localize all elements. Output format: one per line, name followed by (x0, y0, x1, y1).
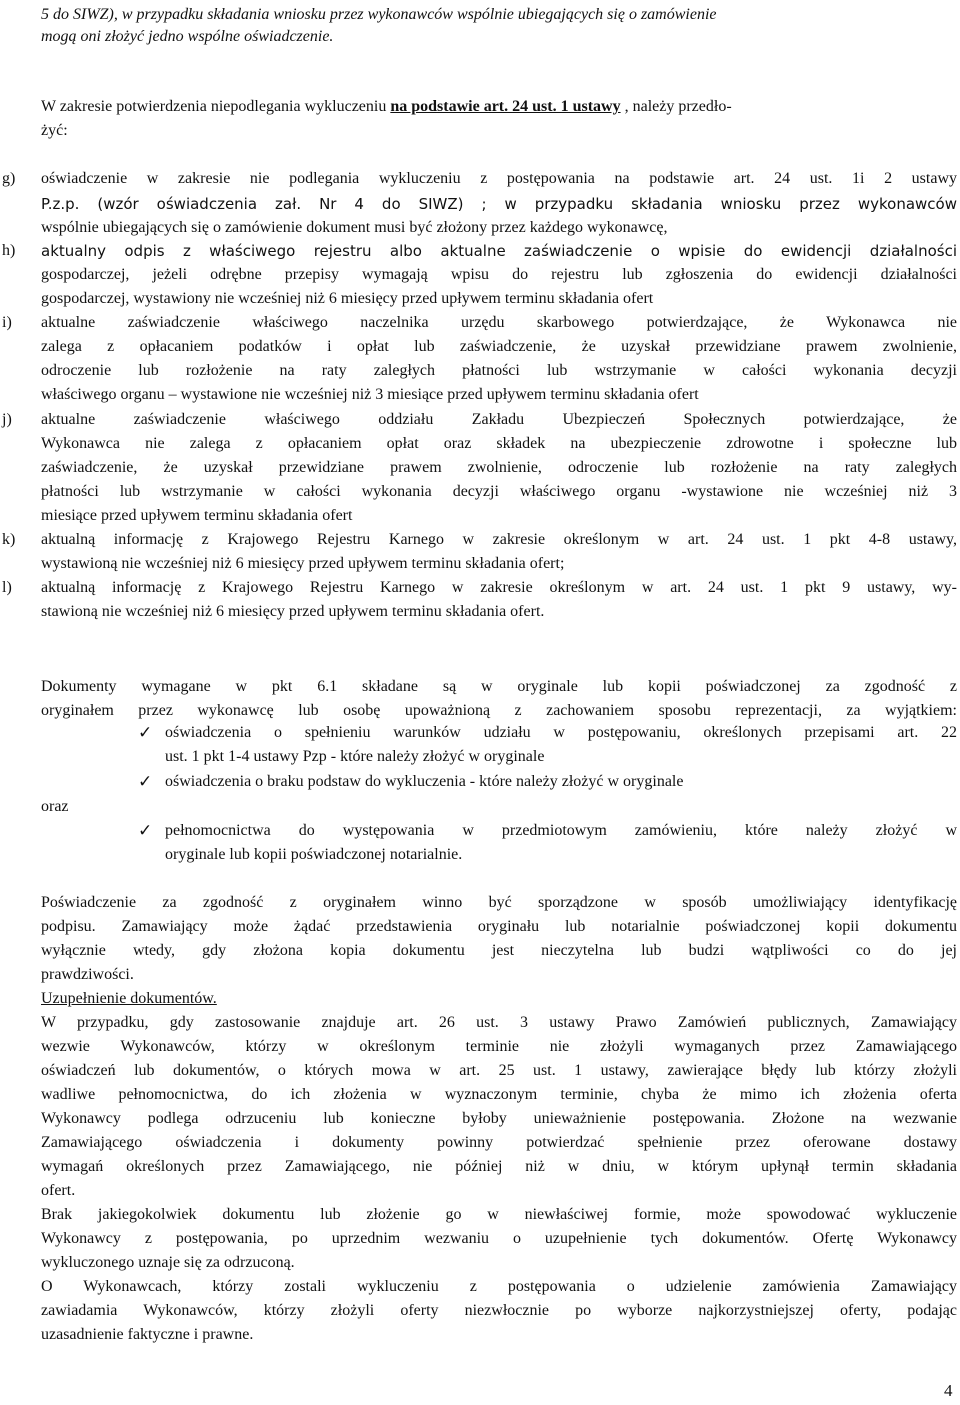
item-i-line-3: odroczenie lub rozłożenie na raty zaległych płatności lub wstrzymanie w całości wykonania decyzji (41, 362, 957, 379)
certify-line-4: prawdziwości. (41, 966, 134, 983)
item-g-line-3: wspólnie ubiegających się o zamówienie dokument musi być złożony przez każdego wykonawcę, (41, 219, 668, 236)
certify-line-3: wyłącznie wtedy, gdy złożona kopia dokumentu jest nieczytelna lub budzi wątpliwości co do jej (41, 942, 957, 959)
item-j-line-3: zaświadczenie, że uzyskał przewidziane prawem zwolnienie, odroczenie lub rozłożenie na raty zaległych (41, 459, 957, 476)
item-i-line-2: zalega z opłacaniem podatków i opłat lub zaświadczenie, że uzyskał przewidziane prawem zwolnienie, (41, 338, 957, 355)
supplement-line-1: W przypadku, gdy zastosowanie znajduje art. 26 ust. 3 ustawy Prawo Zamówień publicznych, Zamawiający (41, 1014, 957, 1031)
item-g-label: g) (2, 170, 16, 187)
item-g-line-2: P.z.p. (wzór oświadczenia zał. Nr 4 do SIWZ) ; w przypadku składania wniosku przez wykonawców (41, 195, 957, 213)
supplement-line-5: Wykonawcy podlega odrzuceniu lub konieczne byłoby unieważnienie postępowania. Złożone na wezwanie (41, 1110, 957, 1127)
item-j-line-5: miesiące przed upływem terminu składania ofert (41, 507, 353, 524)
item-l-line-2: stawioną nie wcześniej niż 6 miesięcy przed upływem terminu składania ofert. (41, 603, 545, 620)
certify-line-2: podpisu. Zamawiający może żądać przedstawienia oryginału lub notarialnie poświadczonej kopii dokumentu (41, 918, 957, 935)
item-k-line-1: aktualną informację z Krajowego Rejestru Karnego w zakresie określonym w art. 24 ust. 1 pkt 4-8 ustawy, (41, 531, 957, 548)
checkmark-icon: ✓ (138, 821, 153, 841)
item-j-line-1: aktualne zaświadczenie właściwego oddziału Zakładu Ubezpieczeń Społecznych potwierdzające, że (41, 411, 957, 428)
missing-line-1: Brak jakiegokolwiek dokumentu lub złożenie go w niewłaściwej formie, może spowodować wykluczenie (41, 1206, 957, 1223)
item-l-label: l) (2, 579, 12, 596)
supplement-line-7: wymagań określonych przez Zamawiającego, nie później niż w dniu, w którym upłynął termin składania (41, 1158, 957, 1175)
docs-check-3-line-2: oryginale lub kopii poświadczonej notarialnie. (165, 846, 463, 863)
art24-line-2: żyć: (41, 122, 68, 139)
item-i-line-1: aktualne zaświadczenie właściwego naczelnika urzędu skarbowego potwierdzające, że Wykonawca nie (41, 314, 957, 331)
item-i-label: i) (2, 314, 12, 331)
item-h-line-1: aktualny odpis z właściwego rejestru albo aktualne zaświadczenie o wpisie do ewidencji działalności (41, 242, 957, 260)
missing-line-3: wykluczonego uznaje się za odrzuconą. (41, 1254, 295, 1271)
supplement-line-6: Zamawiającego oświadczenia i dokumenty powinny potwierdzać spełnienie przez oferowane dostawy (41, 1134, 957, 1151)
item-h-line-2: gospodarczej, jeżeli odrębne przepisy wymagają wpisu do rejestru lub zgłoszenia do ewidencji działalności (41, 266, 957, 283)
docs-oraz: oraz (41, 798, 69, 815)
intro-line-2: mogą oni złożyć jedno wspólne oświadczenie. (41, 28, 334, 45)
checkmark-icon: ✓ (138, 772, 153, 792)
supplement-line-2: wezwie Wykonawców, którzy w określonym terminie nie złożyli wymaganych przez Zamawiającego (41, 1038, 957, 1055)
item-h-line-3: gospodarczej, wystawiony nie wcześniej niż 6 miesięcy przed upływem terminu składania ofert (41, 290, 654, 307)
item-k-label: k) (2, 531, 16, 548)
checkmark-icon: ✓ (138, 723, 153, 743)
supplement-line-3: oświadczeń lub dokumentów, o których mowa w art. 25 ust. 1 ustawy, zawierające błędy lub którzy złożyli (41, 1062, 957, 1079)
certify-line-1: Poświadczenie za zgodność z oryginałem winno być sporządzone w sposób umożliwiający identyfikację (41, 894, 957, 911)
excluded-line-2: zawiadamia Wykonawców, którzy złożyli oferty niezwłocznie po wyborze najkorzystniejszej oferty, podając (41, 1302, 957, 1319)
excluded-line-1: O Wykonawcach, którzy zostali wykluczeniu z postępowania o udzielenie zamówienia Zamawiający (41, 1278, 957, 1295)
docs-check-1-line-2: ust. 1 pkt 1-4 ustawy Pzp - które należy złożyć w oryginale (165, 748, 545, 765)
item-g-line-1: oświadczenie w zakresie nie podlegania wykluczeniu z postępowania na podstawie art. 24 ust. 1i 2 ustawy (41, 170, 957, 187)
item-j-line-4: płatności lub wstrzymanie w całości wykonania decyzji właściwego organu -wystawione nie wcześniej niż 3 (41, 483, 957, 500)
page-number: 4 (944, 1381, 953, 1400)
missing-line-2: Wykonawcy z postępowania, po uprzednim wezwaniu o uzupełnienie tych dokumentów. Ofertę Wykonawcy (41, 1230, 957, 1247)
item-j-label: j) (2, 411, 12, 428)
docs-line-2: oryginałem przez wykonawcę lub osobę upoważnioną z zachowaniem sposobu reprezentacji, za wyjątkiem: (41, 702, 957, 719)
art24-link[interactable]: na podstawie art. 24 ust. 1 ustawy (390, 98, 621, 115)
supplement-heading: Uzupełnienie dokumentów. (41, 990, 217, 1007)
docs-check-2: oświadczenia o braku podstaw do wykluczenia - które należy złożyć w oryginale (165, 773, 684, 790)
item-j-line-2: Wykonawca nie zalega z opłacaniem opłat oraz składek na ubezpieczenie zdrowotne i społeczne lub (41, 435, 957, 452)
excluded-line-3: uzasadnienie faktyczne i prawne. (41, 1326, 254, 1343)
intro-line-1: 5 do SIWZ), w przypadku składania wniosku przez wykonawców wspólnie ubiegających się o zamówienie (41, 6, 717, 23)
docs-check-1-line-1: oświadczenia o spełnieniu warunków udziału w postępowaniu, określonych przepisami art. 22 (165, 724, 957, 741)
item-i-line-4: właściwego organu – wystawione nie wcześniej niż 3 miesiące przed upływem terminu składania ofert (41, 386, 699, 403)
supplement-line-8: ofert. (41, 1182, 76, 1199)
docs-check-3-line-1: pełnomocnictwa do występowania w przedmiotowym zamówieniu, które należy złożyć w (165, 822, 957, 839)
item-l-line-1: aktualną informację z Krajowego Rejestru Karnego w zakresie określonym w art. 24 ust. 1 pkt 9 ustawy, wy- (41, 579, 957, 596)
item-h-label: h) (2, 242, 16, 259)
art24-paragraph (41, 96, 732, 118)
docs-line-1: Dokumenty wymagane w pkt 6.1 składane są w oryginale lub kopii poświadczonej za zgodność z (41, 678, 957, 695)
item-k-line-2: wystawioną nie wcześniej niż 6 miesięcy przed upływem terminu składania ofert; (41, 555, 565, 572)
art24-pre: W zakresie potwierdzenia niepodlegania wykluczeniu (41, 98, 391, 115)
art24-post: , należy przedło- (620, 98, 732, 115)
supplement-line-4: wadliwe pełnomocnictwa, do ich złożenia w wyznaczonym terminie, chyba że mimo ich złożenia oferta (41, 1086, 957, 1103)
